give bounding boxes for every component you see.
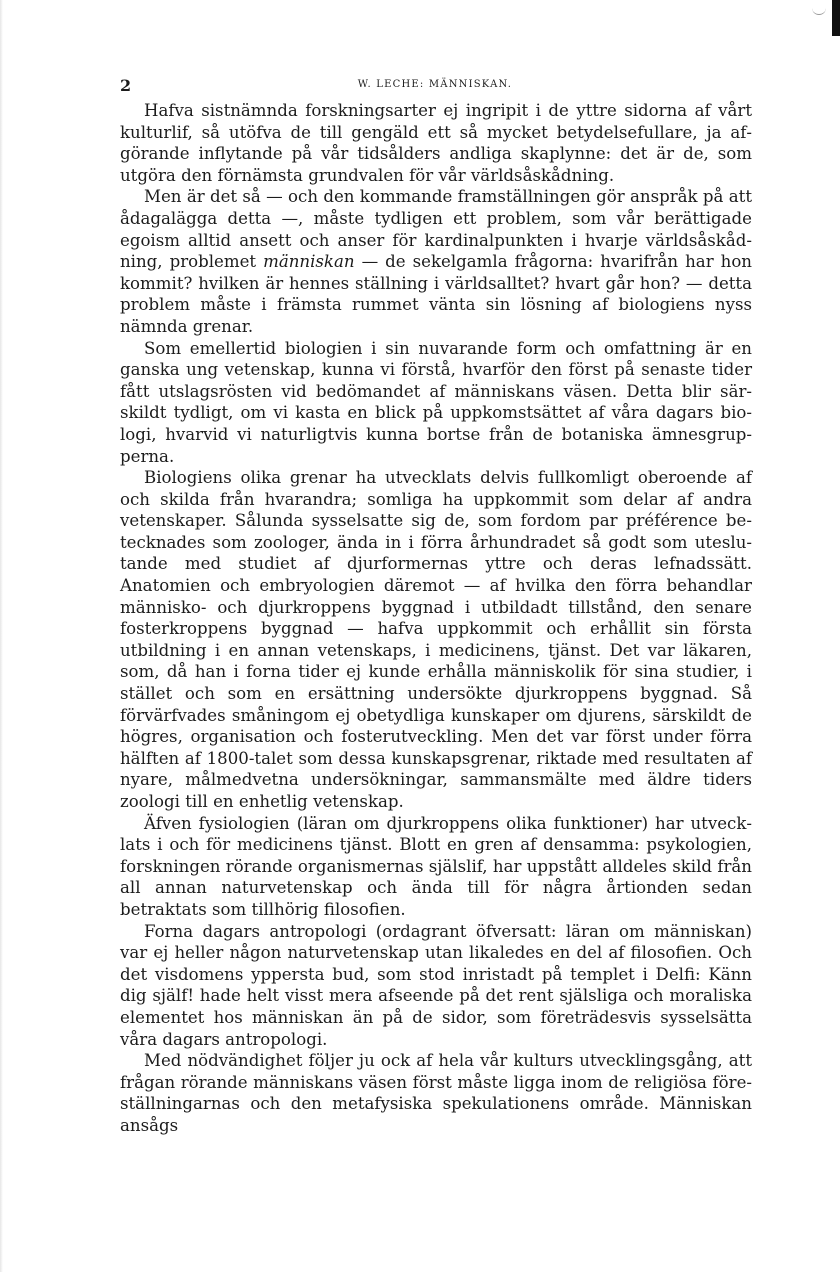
paragraph: Med nödvändighet följer ju ock af hela vår kulturs utvecklingsgång, att frågan rörande människans väsen först måste ligga inom de religiösa föreställningarnas och den metafysiska spekulationens område. Människan ansågs: [120, 1051, 752, 1135]
running-head: W. LECHE: MÄNNISKAN.: [357, 79, 513, 90]
paragraph: Som emellertid biologien i sin nuvarande form och omfattning är en ganska ung vetenskap, kunna vi förstå, hvarför den först på senaste tider fått utslagsrösten vid bedömandet af människans väsen. Detta blir särskildt tydligt, om vi kasta en blick på uppkomstsättet af våra dagars biologi, hvarvid vi naturligtvis kunna bortse från de botaniska ämnesgrupperna.: [120, 338, 752, 466]
paragraph: Forna dagars antropologi (ordagrant öfversatt: läran om människan) var ej heller någon naturvetenskap utan likaledes en del af filosofien. Och det visdomens yppersta bud, som stod inristadt på templet i Delfi: Känn dig själf! hade helt visst mera afseende på det rent själsliga och moraliska elementet hos människan än på de sidor, som företrädesvis sysselsätta våra dagars antropologi.: [120, 921, 752, 1049]
paragraph: [120, 186, 752, 337]
paragraph: Biologiens olika grenar ha utvecklats delvis fullkomligt oberoende af och skilda från hvarandra; somliga ha uppkommit som delar af andra vetenskaper. Sålunda sysselsatte sig de, som fordom par préférence betecknades som zoologer, ända in i förra århundradet så godt som uteslutande med studiet af djurformernas yttre och deras lefnadssätt. Anatomien och embryologien däremot — af hvilka den förra behandlar människo- och djurkroppens byggnad i utbildadt tillstånd, den senare fosterkroppens byggnad — hafva uppkommit och erhållit sin första utbildning i en annan vetenskaps, i medicinens, tjänst. Det var läkaren, som, då han i forna tider ej kunde erhålla människolik för sina studier, i stället och som en ersättning undersökte djurkroppens byggnad. Så förvärfvades småningom ej obetydliga kunskaper om djurens, särskildt de högres, organisation och fosterutveckling. Men det var först under förra hälften af 1800-talet som dessa kunskapsgrenar, riktade med resultaten af nyare, målmedvetna undersökningar, sammansmälte med äldre tiders zoologi till en enhetlig vetenskap.: [120, 468, 752, 811]
scan-edge-bar: [832, 0, 840, 36]
paragraph-text: Men är det så — och den kommande framställningen gör anspråk på att ådagalägga detta —, måste tydligen ett problem, som vår berättigade egoism alltid ansett och anser för kardinalpunkten i hvarje världsåskådning, problemet: [120, 187, 752, 272]
page-number: 2: [120, 76, 132, 95]
scan-edge-mark: [812, 6, 826, 15]
scan-edge-shadow: [0, 0, 3, 1272]
page-header: [120, 76, 750, 96]
paragraph-text: — de sekelgamla frågorna: hvarifrån har hon kommit? hvilken är hennes ställning i världsalltet? hvart går hon? — detta problem måste i främsta rummet vänta sin lösning af biologiens nyss nämnda grenar.: [120, 252, 752, 336]
body-text: [120, 100, 752, 1137]
paragraph: Äfven fysiologien (läran om djurkroppens olika funktioner) har utvecklats i och för medicinens tjänst. Blott en gren af densamma: psykologien, forskningen rörande organismernas själslif, har uppstått alldeles skild från all annan naturvetenskap och ända till för några årtionden sedan betraktats som tillhörig filosofien.: [120, 813, 752, 919]
paragraph: Hafva sistnämnda forskningsarter ej ingripit i de yttre sidorna af vårt kulturlif, så utöfva de till gengäld ett så mycket betydelsefullare, ja afgörande inflytande på vår tidsålders andliga skaplynne: det är de, som utgöra den förnämsta grundvalen för vår världsåskådning.: [120, 101, 752, 185]
emphasized-term: människan: [263, 252, 355, 272]
